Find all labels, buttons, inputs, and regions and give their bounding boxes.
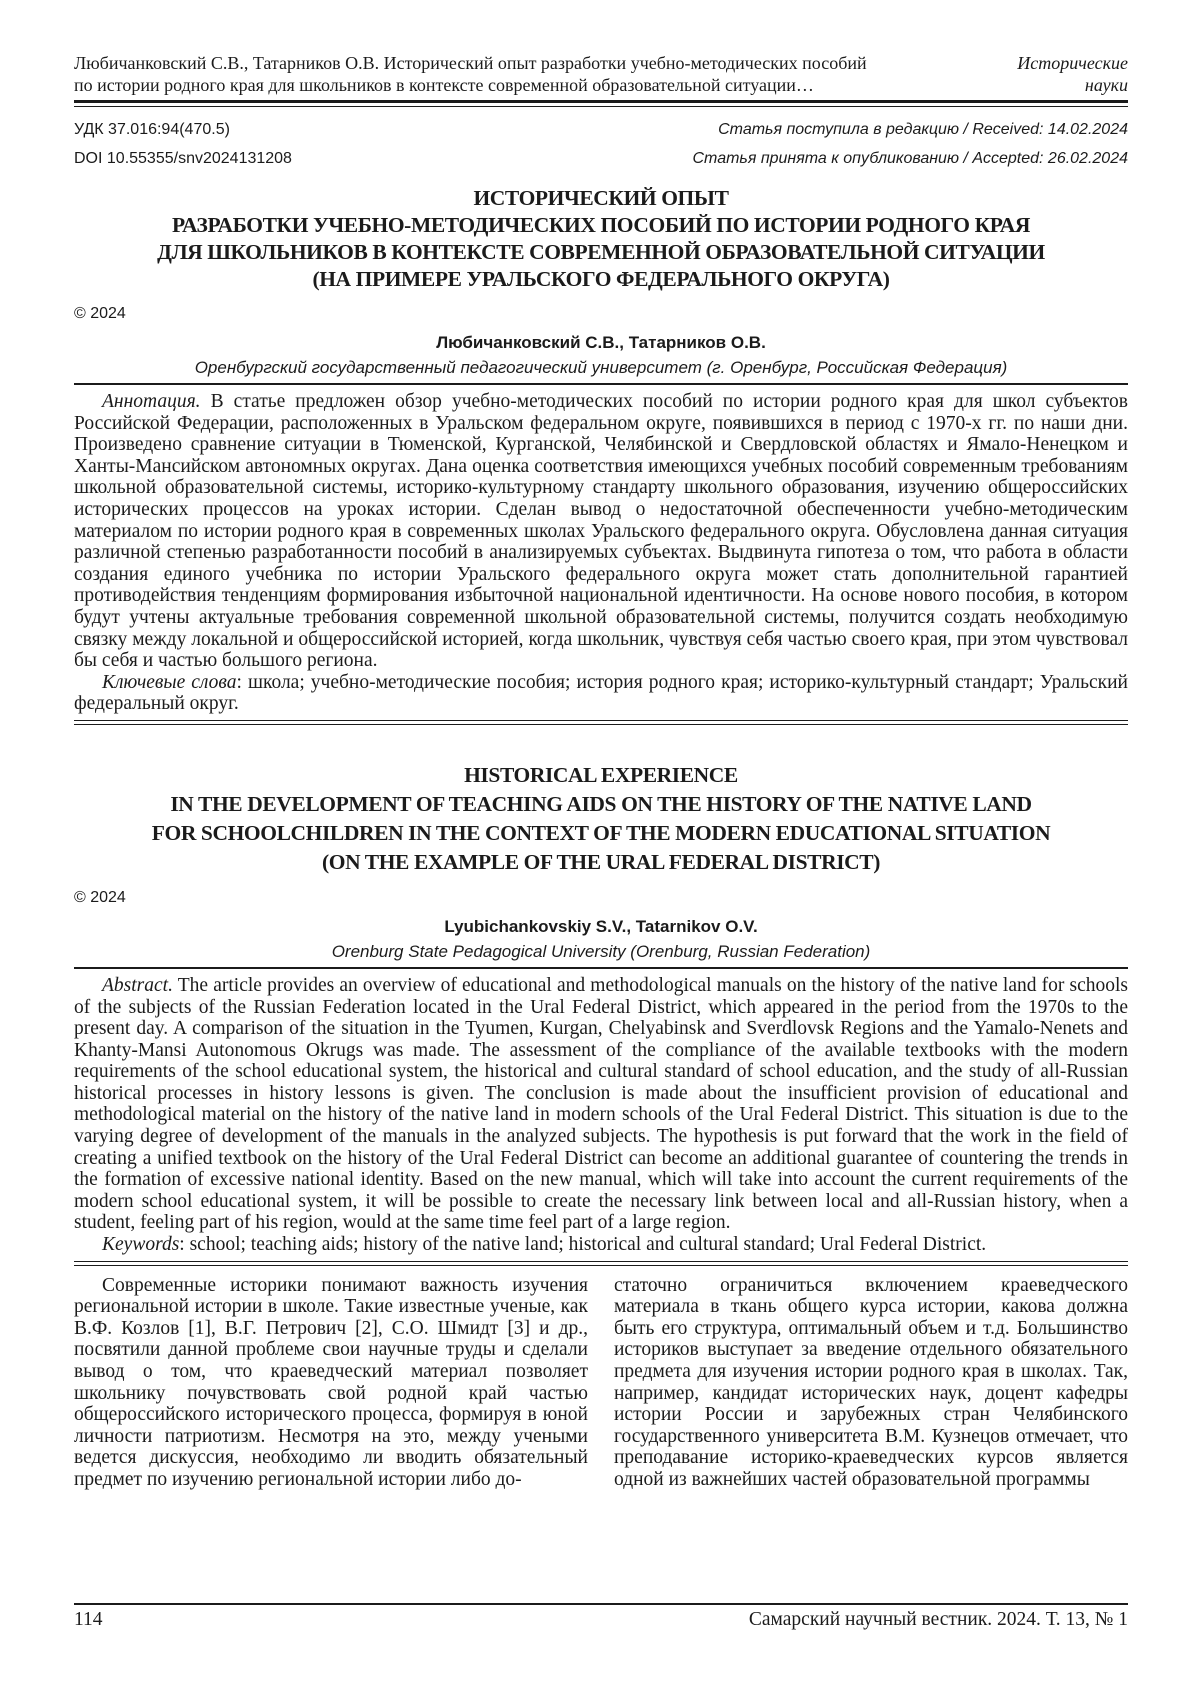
title-en-line2: IN THE DEVELOPMENT OF TEACHING AIDS ON THE HISTORY OF THE NATIVE LAND: [170, 791, 1032, 816]
keywords-en: [74, 1234, 1128, 1256]
body-top-rule: [74, 1261, 1128, 1266]
keywords-ru: [74, 672, 1128, 715]
title-en-line3: FOR SCHOOLCHILDREN IN THE CONTEXT OF THE MODERN EDUCATIONAL SITUATION: [151, 820, 1051, 845]
page-number: 114: [74, 1609, 103, 1630]
abstract-ru-block: [74, 391, 1128, 715]
footer-row: [74, 1605, 1128, 1632]
abstract-ru-text: В статье предложен обзор учебно-методических пособий по истории родного края для школ субъектов Российской Федерации, расположенных в Уральском федеральном округе, появившихся в период с 1970-х гг. по наши дни. Произведено сравнение ситуации в Тюменской, Курганской, Челябинской и Свердловской областях и Ямало-Ненецком и Ханты-Мансийском автономных округах. Дана оценка соответствия имеющихся учебных пособий современным требованиям школьной образовательной системы, историко-культурному стандарту школьного образования, изучению общероссийских исторических процессов на уроках истории. Сделан вывод о недостаточной обеспеченности учебно-методическим материалом по истории родного края в современных школах Уральского федерального округа. Обусловлена данная ситуация различной степенью разработанности пособий в анализируемых субъектах. Выдвинута гипотеза о том, что работа в области создания единого учебника по истории Уральского федерального округа может стать дополнительной гарантией противодействия тенденциям формирования избыточной национальной идентичности. На основе нового пособия, в котором будут учтены актуальные требования современной школьной образовательной системы, получится создать необходимую связку между локальной и общероссийской историей, когда школьник, чувствуя себя частью своего края, при этом чувствовал бы себя и частью большого региона.: [74, 391, 1128, 672]
article-meta: [74, 120, 1128, 169]
title-ru-line2: РАЗРАБОТКИ УЧЕБНО-МЕТОДИЧЕСКИХ ПОСОБИЙ ПО ИСТОРИИ РОДНОГО КРАЯ: [171, 213, 1031, 237]
body-column-right: [614, 1275, 1128, 1515]
keywords-ru-text: : школа; учебно-методические пособия; история родного края; историко-культурный стандарт; Уральский федеральный округ.: [74, 671, 1128, 715]
copyright-ru: © 2024: [74, 305, 126, 322]
affiliation-en: Orenburg State Pedagogical University (Orenburg, Russian Federation): [331, 941, 871, 961]
meta-row-udc: [74, 120, 1128, 140]
article-title-ru: [74, 185, 1128, 293]
body-column-left: [74, 1275, 588, 1515]
received-date: Статья поступила в редакцию / Received: 14.02.2024: [718, 121, 1128, 138]
keywords-en-text: : school; teaching aids; history of the native land; historical and cultural standard; Ural Federal District.: [179, 1234, 987, 1256]
keywords-ru-label: Ключевые слова: [102, 671, 237, 693]
copyright-en: © 2024: [74, 888, 126, 906]
authors-en: Lyubichankovskiy S.V., Tatarnikov O.V.: [444, 916, 758, 936]
section-divider-ru-en: [74, 720, 1128, 725]
meta-row-doi: [74, 149, 1128, 169]
header-rule: [74, 100, 1128, 107]
abstract-en: [74, 975, 1128, 1234]
running-header-section: [1017, 52, 1128, 96]
article-body: [74, 1275, 1128, 1515]
doi-code: DOI 10.55355/snv2024131208: [74, 150, 292, 167]
running-header-title: [74, 52, 867, 96]
body-left-paragraph: Современные историки понимают важность изучения региональной истории в школе. Такие известные ученые, как В.Ф. Козлов [1], В.Г. Петрович [2], С.О. Шмидт [3] и др., посвятили данной проблеме свои научные труды и сделали вывод о том, что краеведческий материал позволяет школьнику почувствовать свой родной край частью общероссийского исторического процесса, формируя в юной личности патриотизм. Несмотря на это, между учеными ведется дискуссия, необходимо ли вводить обязательный предмет по изучению региональной истории либо до-: [74, 1274, 588, 1490]
title-en-line4: (ON THE EXAMPLE OF THE URAL FEDERAL DISTRICT): [321, 849, 881, 874]
title-ru-line4: (НА ПРИМЕРЕ УРАЛЬСКОГО ФЕДЕРАЛЬНОГО ОКРУГА): [312, 267, 890, 291]
title-en-line1: HISTORICAL EXPERIENCE: [464, 762, 738, 787]
keywords-en-label: Keywords: [102, 1234, 180, 1256]
article-title-en: [74, 761, 1128, 877]
journal-title: Самарский научный вестник. 2024. Т. 13, № 1: [748, 1609, 1128, 1630]
affiliation-ru: Оренбургский государственный педагогический университет (г. Оренбург, Российская Федерация): [194, 358, 1008, 377]
page-footer: [74, 1603, 1128, 1632]
udc-code: УДК 37.016:94(470.5): [74, 121, 230, 138]
abstract-ru-label: Аннотация.: [102, 391, 201, 412]
running-header-line2: по истории родного края для школьников в контексте современной образовательной ситуации…: [74, 75, 814, 95]
running-header-line1: Любичанковский С.В., Татарников О.В. Исторический опыт разработки учебно-методических пособий: [74, 53, 867, 73]
title-ru-line3: ДЛЯ ШКОЛЬНИКОВ В КОНТЕКСТЕ СОВРЕМЕННОЙ ОБРАЗОВАТЕЛЬНОЙ СИТУАЦИИ: [157, 240, 1045, 264]
body-right-paragraph: статочно ограничиться включением краеведческого материала в ткань общего курса истории, какова должна быть его структура, оптимальный объем и т.д. Большинство историков выступает за введение отдельного обязательного предмета для изучения истории родного края в школах. Так, например, кандидат исторических наук, доцент кафедры истории России и зарубежных стран Челябинского государственного университета В.М. Кузнецов отмечает, что преподавание историко-краеведческих курсов является одной из важнейших частей образовательной программы: [614, 1274, 1128, 1490]
abstract-en-block: [74, 975, 1128, 1256]
section-name-line1: Исторические: [1017, 53, 1128, 73]
running-header: [74, 52, 1128, 96]
accepted-date: Статья принята к опубликованию / Accepted: 26.02.2024: [692, 150, 1128, 167]
section-name-line2: науки: [1084, 75, 1128, 95]
abstract-en-top-rule: [74, 967, 1128, 969]
authors-ru: Любичанковский С.В., Татарников О.В.: [436, 333, 766, 352]
abstract-en-label: Abstract.: [102, 974, 173, 996]
abstract-ru-top-rule: [74, 383, 1128, 385]
abstract-ru: [74, 391, 1128, 672]
title-ru-line1: ИСТОРИЧЕСКИЙ ОПЫТ: [473, 186, 729, 210]
abstract-en-text: The article provides an overview of educational and methodological manuals on the history of the native land for schools of the subjects of the Russian Federation located in the Ural Federal District, which appeared in the period from the 1970s to the present day. A comparison of the situation in the Tyumen, Kurgan, Chelyabinsk and Sverdlovsk Regions and the Yamalo-Nenets and Khanty-Mansi Autonomous Okrugs was made. The assessment of the compliance of the available textbooks with the modern requirements of the school educational system, the historical and cultural standard of school education, and the study of all-Russian historical processes in history lessons is given. The conclusion is made about the insufficient provision of educational and methodological material on the history of the native land in modern schools of the Ural Federal District. This situation is due to the varying degree of development of the manuals in the analyzed subjects. The hypothesis is put forward that the work in the field of creating a unified textbook on the history of the Ural Federal District can become an additional guarantee of countering the trends in the formation of excessive national identity. Based on the new manual, which will take into account the current requirements of the modern school educational system, it will be possible to create the necessary link between local and all-Russian history, when a student, feeling part of his region, would at the same time feel part of a large region.: [74, 974, 1128, 1234]
